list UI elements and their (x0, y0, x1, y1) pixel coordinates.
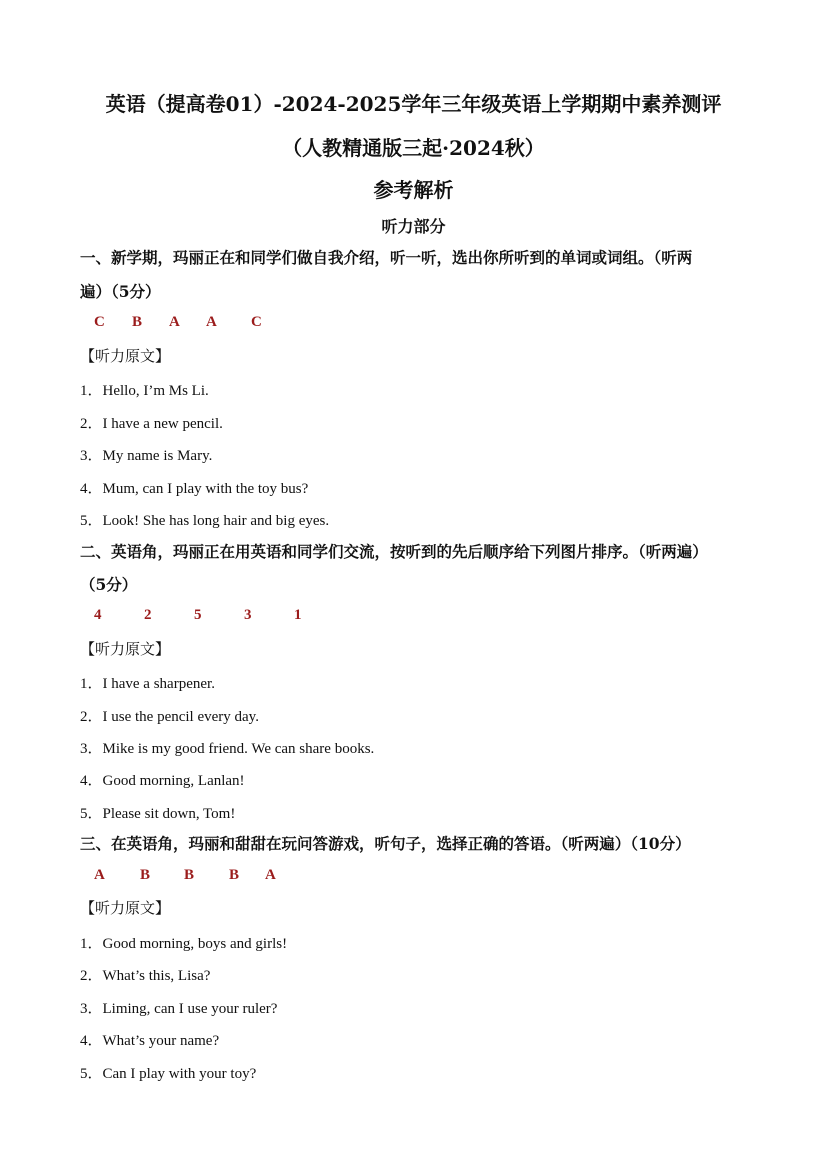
question-1-line-2: 遍）（5分） (80, 282, 161, 301)
page-title: 英语（提高卷01）-2024-2025学年三年级英语上学期期中素养测评 (105, 92, 722, 116)
answer: A (169, 314, 180, 330)
transcript-line: 3．Liming, can I use your ruler? (80, 1001, 278, 1017)
answer: 3 (244, 607, 252, 623)
transcript-line: 3．Mike is my good friend. We can share books. (80, 741, 375, 757)
answer: A (206, 314, 217, 330)
answer: A (94, 867, 105, 883)
answer: 1 (294, 607, 302, 623)
answer: A (265, 867, 276, 883)
answer: B (229, 867, 240, 883)
transcript-line: 2．I use the pencil every day. (80, 709, 259, 725)
transcript-line: 5．Can I play with your toy? (80, 1066, 257, 1082)
answer: B (132, 314, 143, 330)
transcript-line: 2．What’s this, Lisa? (80, 968, 211, 984)
answer: B (184, 867, 195, 883)
question-1-line-1: 一、新学期，玛丽正在和同学们做自我介绍，听一听，选出你所听到的单词或词组。（听两 (80, 248, 693, 267)
answer: 2 (144, 607, 152, 623)
transcript-line: 5．Look! She has long hair and big eyes. (80, 513, 330, 529)
answer: 4 (94, 607, 102, 623)
transcript-line: 1．Hello, I’m Ms Li. (80, 383, 209, 399)
answer: 5 (194, 607, 202, 623)
transcript-line: 4．What’s your name? (80, 1033, 220, 1049)
answer: C (251, 314, 262, 330)
transcript-line: 1．I have a sharpener. (80, 676, 215, 692)
question-2-line-1: 二、英语角，玛丽正在用英语和同学们交流，按听到的先后顺序给下列图片排序。（听两遍） (80, 542, 708, 561)
transcript-line: 5．Please sit down, Tom! (80, 806, 236, 822)
answer: C (94, 314, 105, 330)
page-subtitle: （人教精通版三起·2024秋） (282, 136, 545, 160)
transcript-line: 3．My name is Mary. (80, 448, 213, 464)
transcript-label: 【听力原文】 (80, 347, 171, 365)
doc-heading: 参考解析 (373, 178, 454, 202)
transcript-label: 【听力原文】 (80, 899, 171, 917)
question-3-line-1: 三、在英语角，玛丽和甜甜在玩问答游戏，听句子，选择正确的答语。（听两遍）（10分） (80, 834, 691, 853)
transcript-line: 4．Mum, can I play with the toy bus? (80, 481, 309, 497)
transcript-line: 1．Good morning, boys and girls! (80, 936, 288, 952)
part-heading: 听力部分 (381, 217, 446, 236)
transcript-line: 4．Good morning, Lanlan! (80, 773, 245, 789)
answer: B (140, 867, 151, 883)
question-2-line-2: （5分） (80, 575, 138, 594)
transcript-line: 2．I have a new pencil. (80, 416, 223, 432)
transcript-label: 【听力原文】 (80, 640, 171, 658)
